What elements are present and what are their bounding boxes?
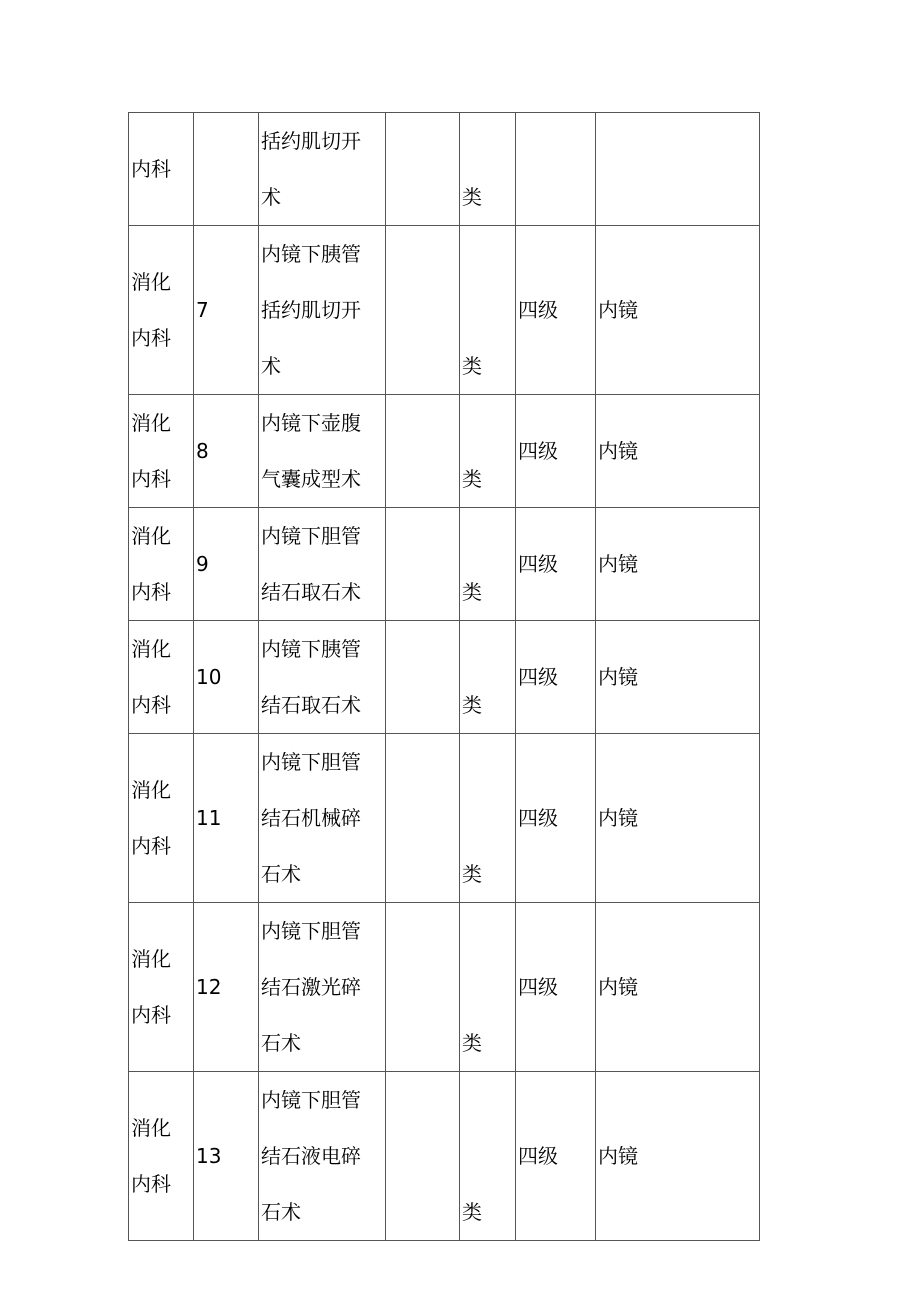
category-cell: 类: [460, 621, 516, 734]
department-cell-line: 消化: [131, 524, 171, 548]
department-cell-line: 内科: [131, 834, 171, 858]
table-row: [129, 226, 760, 395]
level-cell: 四级: [516, 903, 596, 1072]
number-cell: [194, 113, 259, 226]
procedure-name-cell: [259, 903, 386, 1072]
blank-cell: [386, 395, 460, 508]
department-cell-line: 内科: [131, 1003, 171, 1027]
table-row: [129, 113, 760, 226]
department-cell-line: 内科: [131, 326, 171, 350]
procedure-name-cell-line: 内镜下胆管: [261, 1088, 361, 1112]
procedure-name-cell-line: 内镜下壶腹: [261, 411, 361, 435]
number-cell: 10: [194, 621, 259, 734]
procedure-name-cell-line: 内镜下胰管: [261, 637, 361, 661]
type-cell: 内镜: [596, 1072, 760, 1241]
department-cell-line: 内科: [131, 467, 171, 491]
category-cell: 类: [460, 903, 516, 1072]
department-cell: [129, 1072, 194, 1241]
blank-cell: [386, 621, 460, 734]
category-cell: 类: [460, 508, 516, 621]
department-cell-line: 内科: [131, 580, 171, 604]
level-cell: [516, 113, 596, 226]
procedure-name-cell-line: 结石激光碎: [261, 975, 361, 999]
procedure-name-cell-line: 括约肌切开: [261, 129, 361, 153]
department-cell-line: 内科: [131, 693, 171, 717]
department-cell: [129, 903, 194, 1072]
procedure-name-cell: [259, 1072, 386, 1241]
procedure-table-body: [129, 113, 760, 1241]
department-cell-line: 消化: [131, 947, 171, 971]
number-cell: 9: [194, 508, 259, 621]
type-cell: 内镜: [596, 903, 760, 1072]
blank-cell: [386, 1072, 460, 1241]
procedure-name-cell-line: 石术: [261, 1031, 301, 1055]
procedure-name-cell: [259, 113, 386, 226]
blank-cell: [386, 113, 460, 226]
category-cell: 类: [460, 734, 516, 903]
level-cell: 四级: [516, 508, 596, 621]
procedure-name-cell-line: 内镜下胆管: [261, 524, 361, 548]
blank-cell: [386, 226, 460, 395]
level-cell: 四级: [516, 1072, 596, 1241]
number-cell: 8: [194, 395, 259, 508]
department-cell-line: 内科: [131, 1172, 171, 1196]
type-cell: 内镜: [596, 508, 760, 621]
procedure-name-cell-line: 石术: [261, 1200, 301, 1224]
department-cell-line: 消化: [131, 411, 171, 435]
blank-cell: [386, 734, 460, 903]
procedure-name-cell-line: 结石液电碎: [261, 1144, 361, 1168]
level-cell: 四级: [516, 226, 596, 395]
table-row: [129, 508, 760, 621]
procedure-name-cell: [259, 226, 386, 395]
number-cell: 7: [194, 226, 259, 395]
department-cell: [129, 734, 194, 903]
procedure-name-cell-line: 内镜下胆管: [261, 750, 361, 774]
type-cell: 内镜: [596, 621, 760, 734]
department-cell: [129, 395, 194, 508]
procedure-name-cell: [259, 508, 386, 621]
blank-cell: [386, 903, 460, 1072]
type-cell: 内镜: [596, 734, 760, 903]
department-cell: [129, 226, 194, 395]
category-cell: 类: [460, 1072, 516, 1241]
number-cell: 13: [194, 1072, 259, 1241]
procedure-name-cell-line: 气囊成型术: [261, 467, 361, 491]
number-cell: 12: [194, 903, 259, 1072]
procedure-name-cell: [259, 621, 386, 734]
type-cell: 内镜: [596, 226, 760, 395]
department-cell: [129, 113, 194, 226]
table-row: [129, 621, 760, 734]
category-cell: 类: [460, 395, 516, 508]
department-cell-line: 消化: [131, 637, 171, 661]
procedure-name-cell-line: 结石取石术: [261, 580, 361, 604]
department-cell-line: 消化: [131, 778, 171, 802]
procedure-name-cell-line: 结石取石术: [261, 693, 361, 717]
department-cell: [129, 508, 194, 621]
procedure-name-cell-line: 术: [261, 354, 281, 378]
procedure-name-cell-line: 内镜下胆管: [261, 919, 361, 943]
procedure-name-cell-line: 括约肌切开: [261, 298, 361, 322]
table-row: [129, 395, 760, 508]
procedure-name-cell: [259, 734, 386, 903]
type-cell: 内镜: [596, 395, 760, 508]
procedure-table: [128, 112, 760, 1241]
procedure-name-cell-line: 结石机械碎: [261, 806, 361, 830]
procedure-name-cell-line: 石术: [261, 862, 301, 886]
category-cell: 类: [460, 226, 516, 395]
type-cell: [596, 113, 760, 226]
department-cell-line: 消化: [131, 270, 171, 294]
blank-cell: [386, 508, 460, 621]
category-cell: 类: [460, 113, 516, 226]
level-cell: 四级: [516, 395, 596, 508]
table-row: [129, 1072, 760, 1241]
procedure-name-cell-line: 术: [261, 185, 281, 209]
department-cell-line: 消化: [131, 1116, 171, 1140]
table-row: [129, 734, 760, 903]
level-cell: 四级: [516, 621, 596, 734]
table-row: [129, 903, 760, 1072]
procedure-name-cell-line: 内镜下胰管: [261, 242, 361, 266]
number-cell: 11: [194, 734, 259, 903]
procedure-name-cell: [259, 395, 386, 508]
department-cell-line: 内科: [131, 157, 171, 181]
department-cell: [129, 621, 194, 734]
level-cell: 四级: [516, 734, 596, 903]
